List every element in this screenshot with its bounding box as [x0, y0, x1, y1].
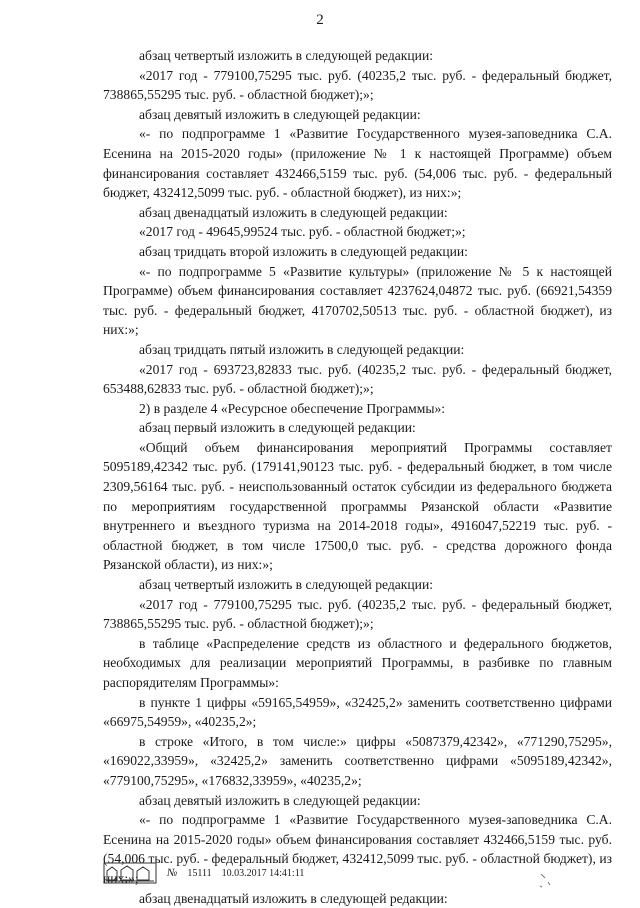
paragraph: «2017 год - 693723,82833 тыс. руб. (40235,2 тыс. руб. - федеральный бюджет, 653488,62833 тыс. руб. - областной бюджет);»;	[103, 361, 612, 397]
paragraph: абзац первый изложить в следующей редакции:	[139, 420, 416, 436]
paragraph: «2017 год - 779100,75295 тыс. руб. (40235,2 тыс. руб. - федеральный бюджет, 738865,55295 тыс. руб. - областной бюджет);»;	[103, 596, 612, 632]
document-number: 15111	[187, 867, 212, 879]
paragraph: 2) в разделе 4 «Ресурсное обеспечение Программы»:	[139, 400, 446, 416]
registry-stamp-icon	[103, 862, 157, 884]
document-body	[103, 46, 612, 908]
paragraph: абзац четвертый изложить в следующей редакции:	[139, 577, 434, 593]
paragraph: «- по подпрограмме 1 «Развитие Государственного музея-заповедника С.А. Есенина на 2015-2020 годы» объем финансирования составляет 432466,5159 тыс. руб. (54,006 тыс. руб. - федеральный бюджет, 432412,5099 тыс. руб. - областной бюджет), из них:»;	[103, 812, 612, 886]
page-number: 2	[316, 12, 324, 28]
paragraph: в строке «Итого, в том числе:» цифры «5087379,42342», «771290,75295», «169022,33959», «32425,2» заменить соответственно цифрами «5095189,42342», «779100,75295», «176832,33959», «40235,2»;	[103, 733, 612, 788]
scan-marks-icon	[538, 870, 558, 890]
paragraph: абзац двенадцатый изложить в следующей редакции:	[139, 890, 448, 906]
paragraph: абзац четвертый изложить в следующей редакции:	[139, 48, 434, 63]
paragraph: в пункте 1 цифры «59165,54959», «32425,2» заменить соответственно цифрами «66975,54959», «40235,2»;	[103, 694, 612, 730]
paragraph: абзац двенадцатый изложить в следующей редакции:	[139, 204, 448, 220]
paragraph: «2017 год - 779100,75295 тыс. руб. (40235,2 тыс. руб. - федеральный бюджет, 738865,55295 тыс. руб. - областной бюджет);»;	[103, 67, 612, 103]
paragraph: абзац девятый изложить в следующей редакции:	[139, 792, 421, 808]
registration-timestamp: 10.03.2017 14:41:11	[221, 867, 305, 879]
paragraph: в таблице «Распределение средств из областного и федерального бюджетов, необходимых для реализации мероприятий Программы, в разбивке по главным распорядителям Программы»:	[103, 635, 612, 690]
paragraph: абзац тридцать второй изложить в следующей редакции:	[139, 243, 468, 259]
paragraph: абзац девятый изложить в следующей редакции:	[139, 106, 421, 122]
document-number-mark: №	[167, 867, 178, 879]
paragraph: «- по подпрограмме 1 «Развитие Государственного музея-заповедника С.А. Есенина на 2015-2020 годы» (приложение № 1 к настоящей Программе) объем финансирования составляет 432466,5159 тыс. руб. (54,006 тыс. руб. - федеральный бюджет, 432412,5099 тыс. руб. - областной бюджет), из них:»;	[103, 126, 612, 201]
paragraph: «Общий объем финансирования мероприятий Программы составляет 5095189,42342 тыс. руб. (179141,90123 тыс. руб. - федеральный бюджет, в том числе 2309,56164 тыс. руб. - неиспользованный остаток субсидии из федерального бюджета по мероприятиям государственной программы Рязанской области «Развитие внутреннего и въездного туризма на 2014-2018 годы», 4916047,52219 тыс. руб. - областной бюджет, в том числе 17500,0 тыс. руб. - средства дорожного фонда Рязанской области), из них:»;	[103, 439, 612, 573]
footer	[103, 862, 304, 884]
paragraph: «2017 год - 49645,99524 тыс. руб. - областной бюджет;»;	[139, 224, 466, 240]
paragraph: «- по подпрограмме 5 «Развитие культуры» (приложение № 5 к настоящей Программе) объем финансирования составляет 4237624,04872 тыс. руб. (66921,54359 тыс. руб. - федеральный бюджет, 4170702,50513 тыс. руб. - областной бюджет), из них:»;	[103, 263, 612, 338]
paragraph: абзац тридцать пятый изложить в следующей редакции:	[139, 341, 465, 357]
